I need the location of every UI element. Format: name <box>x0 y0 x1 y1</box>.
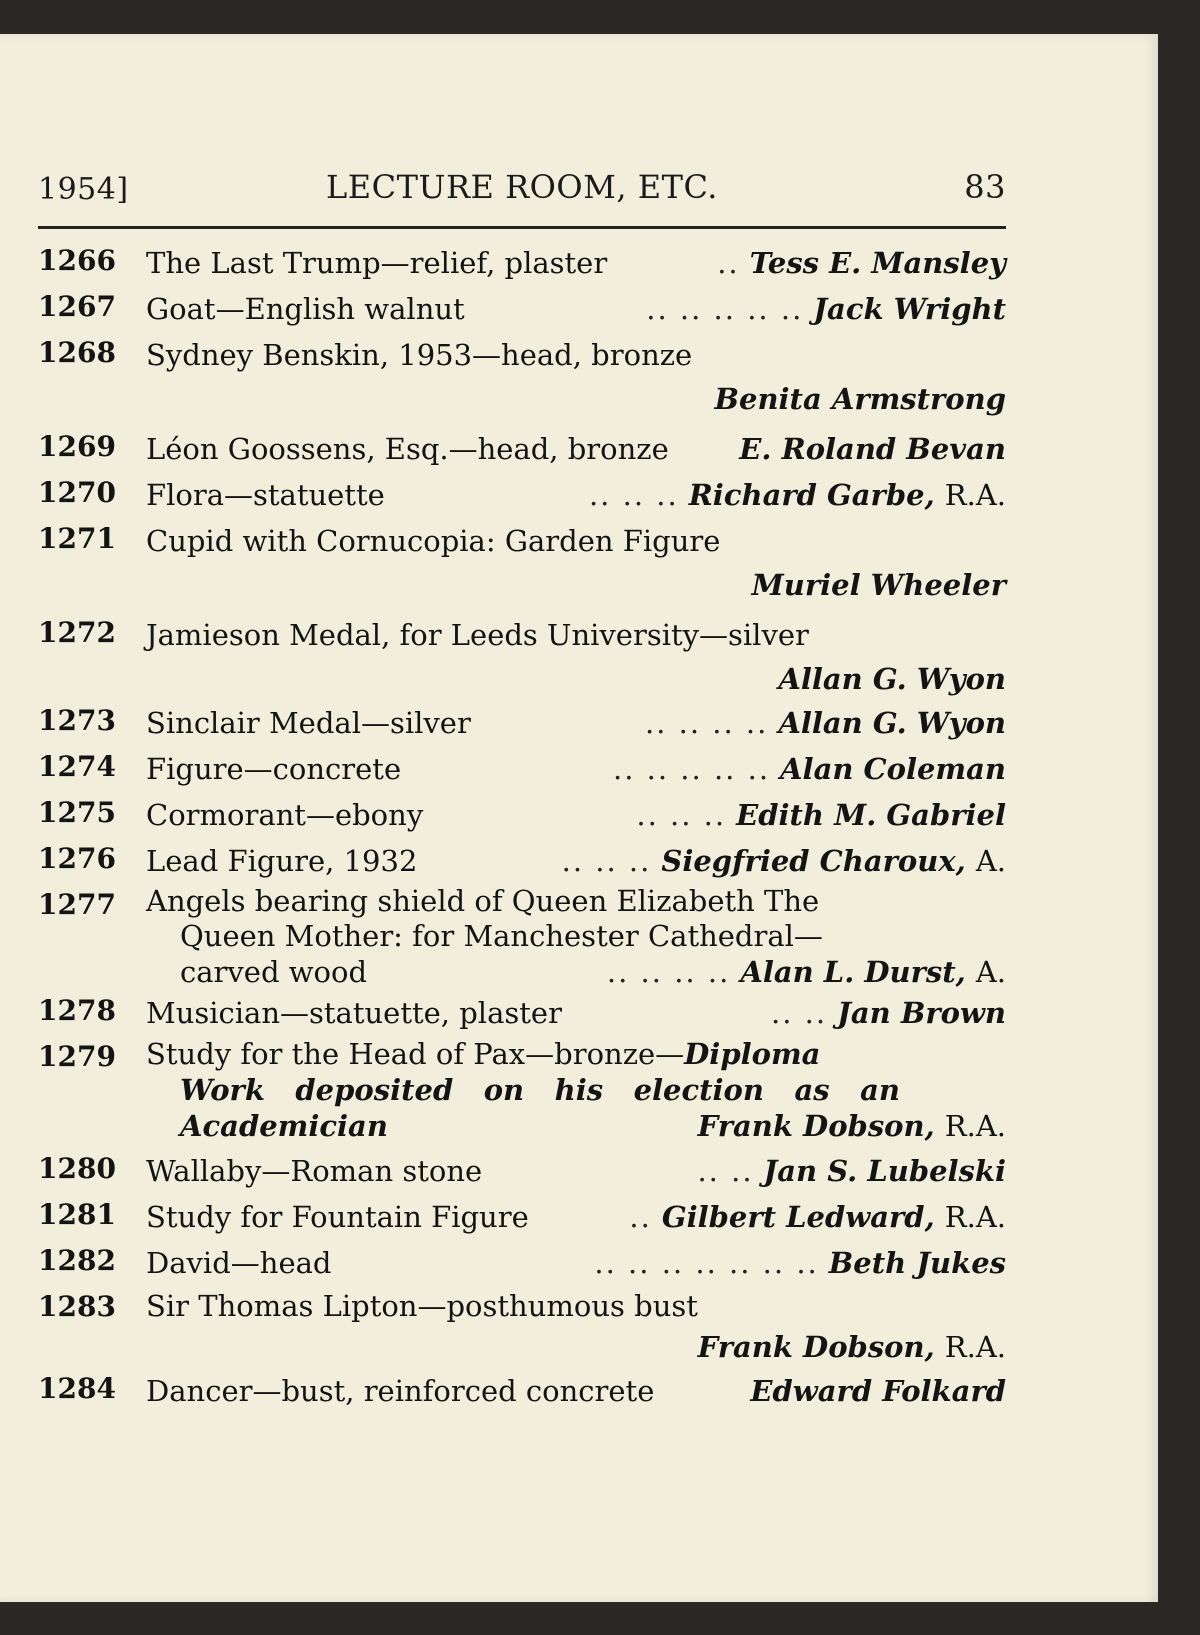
catalogue-entry <box>38 700 1006 746</box>
leader-dots: .. .. .. .. .. .. .. <box>594 1246 819 1280</box>
entry-number: 1279 <box>38 1040 116 1073</box>
page-number: 83 <box>964 168 1006 206</box>
leader-dots: .. .. .. .. <box>606 955 731 989</box>
catalogue-entry <box>38 838 1006 884</box>
entry-artist: Jan S. Lubelski <box>763 1154 1006 1188</box>
entry-title: Study for Fountain Figure <box>146 1200 529 1234</box>
entry-artist: Beth Jukes <box>828 1246 1006 1280</box>
diploma-note-end: Academician <box>180 1109 388 1143</box>
catalogue-entry <box>38 518 1006 606</box>
catalogue-entry <box>38 1286 1006 1368</box>
entry-title: Léon Goossens, Esq.—head, bronze <box>146 432 669 466</box>
leader-dots: .. .. .. <box>561 844 652 878</box>
catalogue-entry <box>38 1036 1006 1144</box>
entry-title: Dancer—bust, reinforced concrete <box>146 1374 655 1408</box>
entry-title: Angels bearing shield of Queen Elizabeth The <box>146 884 820 918</box>
entry-number: 1268 <box>38 336 116 369</box>
entry-number: 1278 <box>38 994 116 1027</box>
leader-dots: .. .. <box>771 996 828 1030</box>
entry-title: Musician—statuette, plaster <box>146 996 562 1030</box>
entry-artist: Frank Dobson, R.A. <box>697 1330 1006 1364</box>
page-title: LECTURE ROOM, ETC. <box>326 168 718 206</box>
entry-number: 1281 <box>38 1198 116 1231</box>
diploma-note: Work deposited on his election as an <box>180 1073 900 1107</box>
leader-dots: .. .. .. .. .. <box>612 752 771 786</box>
catalogue-entry <box>38 1148 1006 1194</box>
running-head <box>38 162 1006 208</box>
artist-suffix: A. <box>975 844 1006 878</box>
entry-number: 1269 <box>38 430 116 463</box>
header-rule <box>38 226 1006 229</box>
entry-artist: Edith M. Gabriel <box>736 798 1006 832</box>
book-page <box>0 34 1158 1602</box>
leader-dots: .. .. .. <box>588 478 679 512</box>
artist-suffix: R.A. <box>944 1109 1006 1143</box>
entry-number: 1272 <box>38 616 116 649</box>
entry-number: 1266 <box>38 244 116 277</box>
leader-dots: .. <box>629 1200 652 1234</box>
entry-artist: Jack Wright <box>813 292 1006 326</box>
leader-dots: .. .. .. .. <box>644 706 769 740</box>
catalogue-entry <box>38 1368 1006 1414</box>
entry-title: Study for the Head of Pax—bronze— <box>146 1037 685 1071</box>
catalogue-entry <box>38 332 1006 420</box>
entry-title: Sinclair Medal—silver <box>146 706 471 740</box>
entry-artist: Muriel Wheeler <box>751 568 1006 602</box>
entry-title-continued: Queen Mother: for Manchester Cathedral— <box>180 919 823 953</box>
entry-artist: Alan Coleman <box>780 752 1006 786</box>
catalogue-entry <box>38 286 1006 332</box>
entry-artist: E. Roland Bevan <box>739 432 1006 466</box>
entry-number: 1276 <box>38 842 116 875</box>
entry-number: 1282 <box>38 1244 116 1277</box>
entry-number: 1267 <box>38 290 116 323</box>
entry-number: 1270 <box>38 476 116 509</box>
artist-suffix: R.A. <box>944 1330 1006 1364</box>
entry-title: Flora—statuette <box>146 478 385 512</box>
entry-artist: Allan G. Wyon <box>778 706 1006 740</box>
entry-title-continued: carved wood <box>180 955 368 989</box>
entry-number: 1271 <box>38 522 116 555</box>
catalogue-entry <box>38 472 1006 518</box>
leader-dots: .. .. <box>697 1154 754 1188</box>
entry-title: Jamieson Medal, for Leeds University—silver <box>146 618 809 652</box>
entry-title: Cupid with Cornucopia: Garden Figure <box>146 524 721 558</box>
entry-number: 1277 <box>38 888 116 921</box>
catalogue-entry <box>38 792 1006 838</box>
entry-title: David—head <box>146 1246 332 1280</box>
catalogue-list <box>38 240 1006 1414</box>
entry-artist: Benita Armstrong <box>714 382 1006 416</box>
catalogue-entry <box>38 612 1006 700</box>
entry-artist: Siegfried Charoux, A. <box>661 844 1006 878</box>
entry-artist: Allan G. Wyon <box>778 662 1006 696</box>
entry-title: Wallaby—Roman stone <box>146 1154 483 1188</box>
artist-suffix: R.A. <box>944 1200 1006 1234</box>
leader-dots: .. .. .. .. .. <box>646 292 804 326</box>
diploma-label: Diploma <box>684 1037 821 1071</box>
header-year: 1954] <box>38 172 129 207</box>
entry-title: Sydney Benskin, 1953—head, bronze <box>146 338 693 372</box>
entry-number: 1284 <box>38 1372 116 1405</box>
catalogue-entry <box>38 426 1006 472</box>
entry-title: Cormorant—ebony <box>146 798 424 832</box>
leader-dots: .. <box>717 246 740 280</box>
artist-suffix: A. <box>975 955 1006 989</box>
entry-title: Sir Thomas Lipton—posthumous bust <box>146 1289 698 1323</box>
entry-number: 1280 <box>38 1152 116 1185</box>
entry-title: Figure—concrete <box>146 752 402 786</box>
catalogue-entry <box>38 746 1006 792</box>
entry-artist: Gilbert Ledward, R.A. <box>661 1200 1006 1234</box>
entry-artist: Edward Folkard <box>750 1374 1006 1408</box>
entry-artist: Jan Brown <box>837 996 1006 1030</box>
leader-dots: .. .. .. <box>636 798 727 832</box>
catalogue-entry <box>38 990 1006 1036</box>
catalogue-entry <box>38 884 1006 990</box>
entry-artist: Richard Garbe, R.A. <box>688 478 1006 512</box>
entry-artist: Alan L. Durst, A. <box>740 955 1006 989</box>
catalogue-entry <box>38 1240 1006 1286</box>
entry-artist: Frank Dobson, R.A. <box>697 1109 1006 1143</box>
entry-artist: Tess E. Mansley <box>749 246 1006 280</box>
entry-number: 1283 <box>38 1290 116 1323</box>
entry-title: Goat—English walnut <box>146 292 465 326</box>
artist-suffix: R.A. <box>944 478 1006 512</box>
catalogue-entry <box>38 240 1006 286</box>
entry-number: 1274 <box>38 750 116 783</box>
entry-number: 1275 <box>38 796 116 829</box>
catalogue-entry <box>38 1194 1006 1240</box>
entry-number: 1273 <box>38 704 116 737</box>
entry-title: Lead Figure, 1932 <box>146 844 418 878</box>
entry-title: The Last Trump—relief, plaster <box>146 246 608 280</box>
